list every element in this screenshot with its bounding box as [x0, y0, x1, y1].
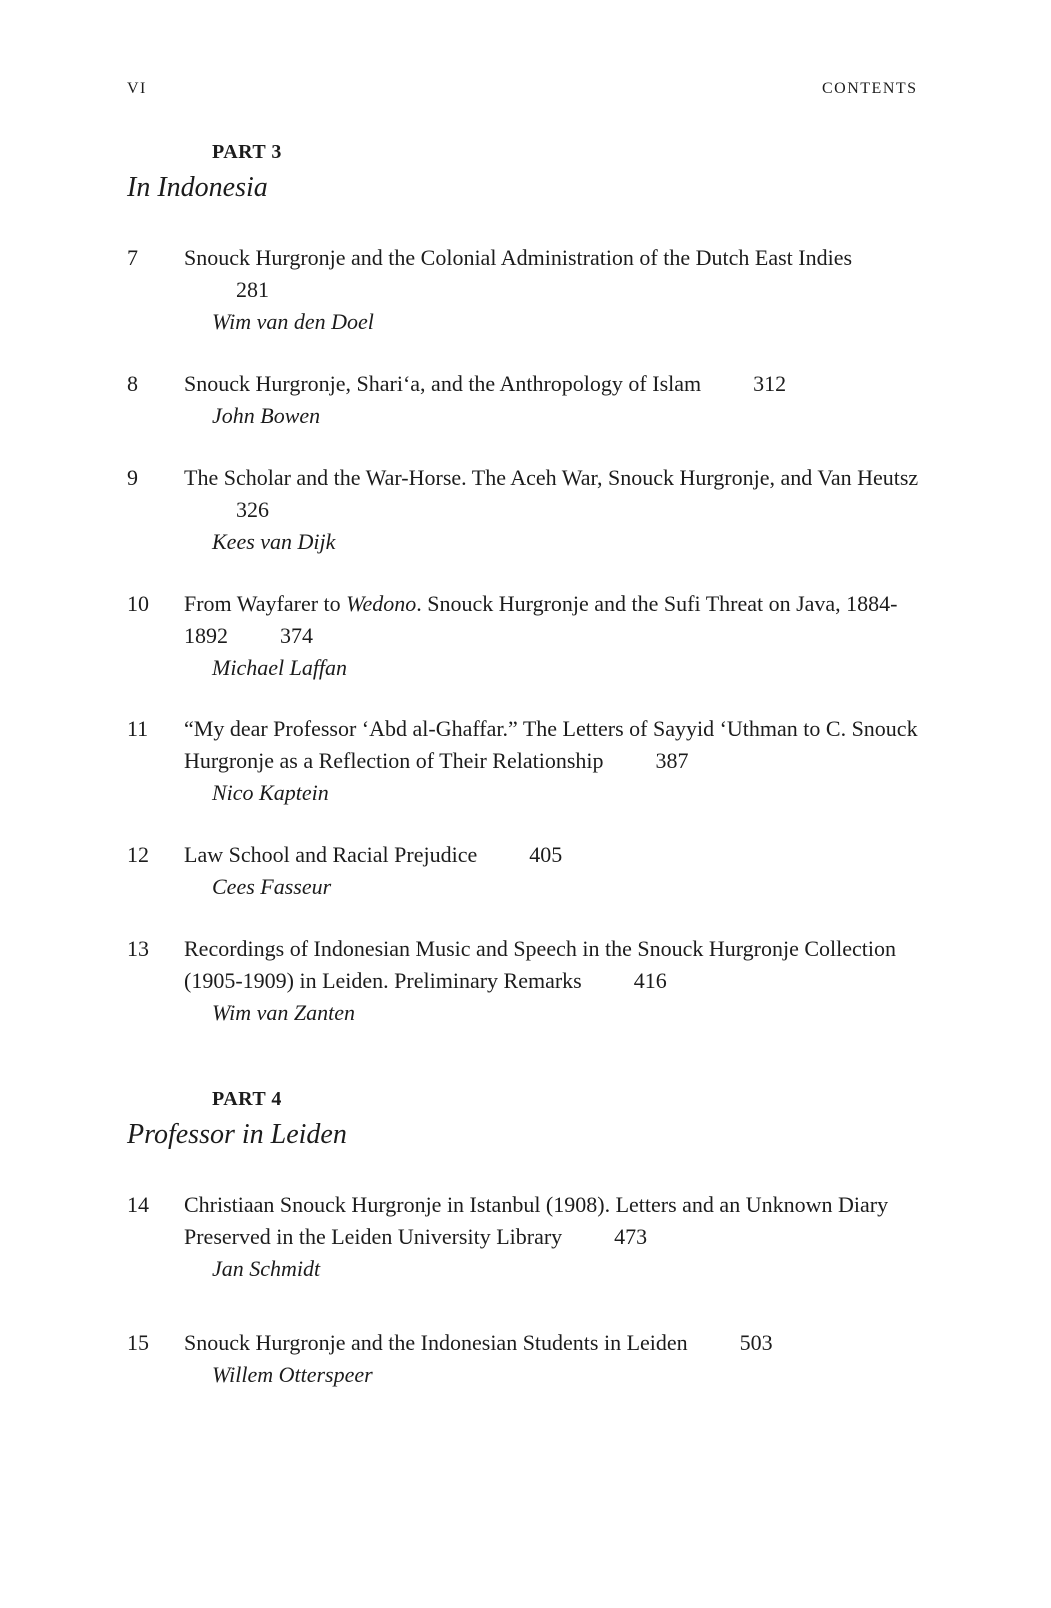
chapter-author: Wim van Zanten	[212, 1000, 355, 1025]
chapter-author: Nico Kaptein	[212, 780, 329, 805]
chapter-title: Snouck Hurgronje and the Indonesian Students in Leiden 503	[184, 1327, 924, 1359]
chapter-number: 12	[127, 842, 149, 867]
chapter-author: Michael Laffan	[212, 655, 348, 680]
chapter-title: Christiaan Snouck Hurgronje in Istanbul (1908). Letters and an Unknown Diary Preserved in the Leiden University Library 473	[184, 1189, 924, 1253]
chapter-author: Kees van Dijk	[212, 529, 336, 554]
chapter-number: 7	[127, 245, 138, 270]
running-head-title: CONTENTS	[822, 80, 918, 97]
chapter-title: From Wayfarer to Wedono. Snouck Hurgronje and the Sufi Threat on Java, 1884-1892 374	[184, 588, 924, 652]
page-ref: 374	[280, 623, 313, 648]
chapter-number: 11	[127, 716, 149, 741]
chapter-number: 13	[127, 936, 149, 961]
page-ref: 416	[633, 968, 667, 993]
chapter-title: Snouck Hurgronje, Shari‘a, and the Anthropology of Islam 312	[184, 368, 924, 400]
chapter-number: 14	[127, 1192, 149, 1217]
part-title: In Indonesia	[127, 172, 268, 203]
page-ref: 387	[655, 748, 689, 773]
chapter-number: 10	[127, 591, 149, 616]
chapter-title: “My dear Professor ‘Abd al-Ghaffar.” The Letters of Sayyid ‘Uthman to C. Snouck Hurgronje as a Reflection of Their Relationship 387	[184, 713, 924, 777]
chapter-title: The Scholar and the War-Horse. The Aceh War, Snouck Hurgronje, and Van Heutsz326	[184, 462, 924, 526]
chapter-number: 9	[127, 465, 138, 490]
page-ref: 405	[529, 842, 563, 867]
chapter-number: 15	[127, 1330, 149, 1355]
page-ref: 503	[739, 1330, 773, 1355]
page-ref: 281	[236, 277, 269, 302]
chapter-title: Snouck Hurgronje and the Colonial Administration of the Dutch East Indies281	[184, 242, 924, 306]
page-ref: 312	[753, 371, 787, 396]
chapter-number: 8	[127, 371, 138, 396]
part-label: PART 4	[212, 1088, 282, 1110]
chapter-author: Cees Fasseur	[212, 874, 332, 899]
chapter-title: Law School and Racial Prejudice 405	[184, 839, 924, 871]
chapter-title: Recordings of Indonesian Music and Speech in the Snouck Hurgronje Collection (1905-1909) in Leiden. Preliminary Remarks 416	[184, 933, 924, 997]
chapter-author: John Bowen	[212, 403, 321, 428]
part-title: Professor in Leiden	[127, 1119, 347, 1150]
page-number-roman: VI	[127, 80, 147, 97]
page-ref: 326	[236, 497, 269, 522]
page-ref: 473	[614, 1224, 648, 1249]
part-label: PART 3	[212, 141, 282, 163]
chapter-author: Jan Schmidt	[212, 1256, 321, 1281]
chapter-author: Wim van den Doel	[212, 309, 374, 334]
chapter-author: Willem Otterspeer	[212, 1362, 373, 1387]
